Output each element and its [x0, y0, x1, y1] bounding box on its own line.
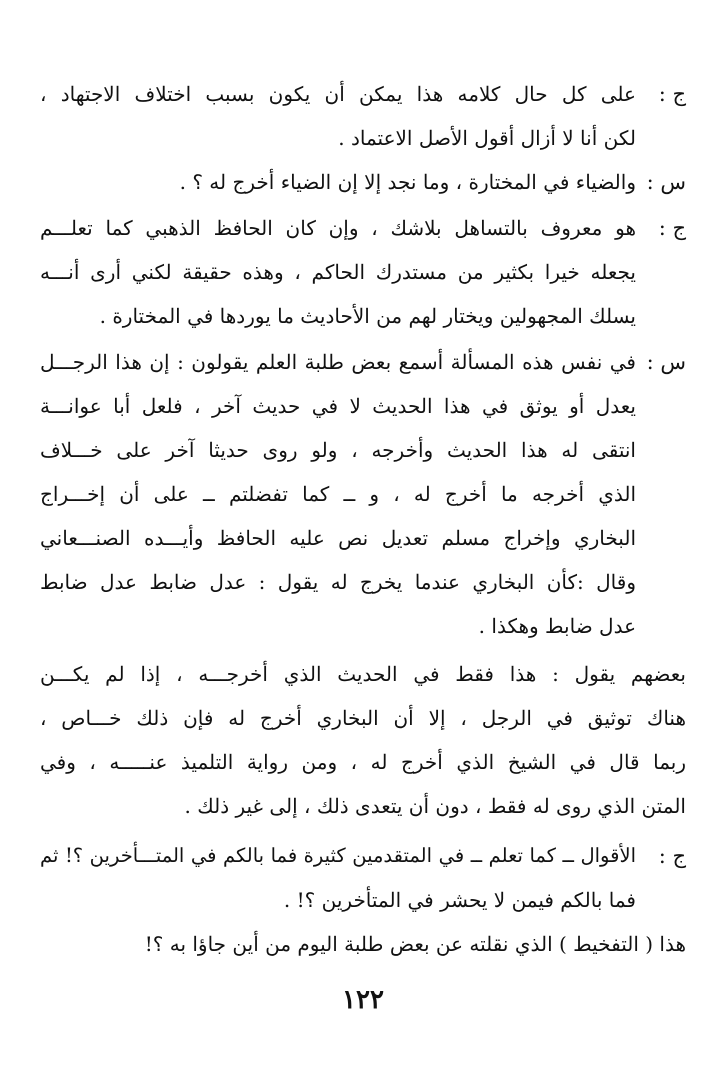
speaker-label: ج :	[658, 82, 686, 106]
text-line: بعضهم يقول : هذا فقط في الحديث الذي أخرجـــه ، إذا لم يكـــن	[40, 662, 686, 686]
text-line: الأقوال ــ كما تعلم ــ في المتقدمين كثيرة فما بالكم في المتـــأخرين ؟! ثم	[40, 844, 636, 867]
speaker-label: س :	[646, 350, 686, 374]
text-line: المتن الذي روى له فقط ، دون أن يتعدى ذلك ، إلى غير ذلك .	[184, 794, 686, 818]
qa-block-answer-2	[40, 206, 686, 338]
speaker-label: ج :	[658, 216, 686, 240]
text-line: والضياء في المختارة ، وما نجد إلا إن الضياء أخرج له ؟ .	[179, 170, 636, 194]
closing-paragraph	[40, 922, 686, 966]
text-line: وقال :كأن البخاري عندما يخرج له يقول : عدل ضابط عدل ضابط	[40, 570, 636, 594]
text-line: البخاري وإخراج مسلم تعديل نص عليه الحافظ وأيـــده الصنـــعاني	[40, 526, 636, 550]
text-line: يجعله خيرا بكثير من مستدرك الحاكم ، وهذه حقيقة لكني أرى أنـــه	[40, 260, 636, 284]
paragraph-text	[40, 340, 636, 648]
text-line: انتقى له هذا الحديث وأخرجه ، ولو روى حديثا آخر على خـــلاف	[40, 438, 636, 462]
qa-block-answer-1	[40, 72, 686, 160]
text-line: هناك توثيق في الرجل ، إلا أن البخاري أخرج له فإن ذلك خـــاص ،	[40, 706, 686, 730]
paragraph-text	[40, 652, 686, 828]
paragraph-text	[40, 72, 636, 160]
text-line: لكن أنا لا أزال أقول الأصل الاعتماد .	[338, 126, 636, 150]
text-line: هو معروف بالتساهل بلاشك ، وإن كان الحافظ الذهبي كما تعلـــم	[40, 216, 636, 240]
speaker-label: ج :	[658, 844, 686, 868]
paragraph-text	[40, 834, 636, 922]
text-line: الذي أخرجه ما أخرج له ، و ــ كما تفضلتم ــ على أن إخـــراج	[40, 482, 636, 506]
qa-block-question-2	[40, 340, 686, 648]
page-number: ١٢٢	[342, 985, 384, 1015]
text-line: في نفس هذه المسألة أسمع بعض طلبة العلم يقولون : إن هذا الرجـــل	[40, 350, 636, 374]
qa-block-answer-3	[40, 834, 686, 922]
text-line: ربما قال في الشيخ الذي أخرج له ، ومن رواية التلميذ عنـــــه ، وفي	[40, 750, 686, 774]
paragraph-text	[40, 206, 636, 338]
text-line: هذا ( التفخيط ) الذي نقلته عن بعض طلبة اليوم من أين جاؤا به ؟!	[144, 932, 686, 956]
continuation-paragraph	[40, 652, 686, 828]
text-line: يعدل أو يوثق في هذا الحديث لا في حديث آخر ، فلعل أبا عوانـــة	[40, 394, 636, 418]
text-line: على كل حال كلامه هذا يمكن أن يكون بسبب اختلاف الاجتهاد ،	[40, 82, 636, 106]
paragraph-text	[40, 922, 686, 966]
text-line: يسلك المجهولين ويختار لهم من الأحاديث ما يوردها في المختارة .	[99, 304, 636, 328]
qa-block-question-1	[40, 160, 686, 204]
paragraph-text	[40, 160, 636, 204]
text-line: عدل ضابط وهكذا .	[478, 614, 636, 638]
text-line: فما بالكم فيمن لا يحشر في المتأخرين ؟! .	[283, 888, 636, 912]
speaker-label: س :	[646, 170, 686, 194]
